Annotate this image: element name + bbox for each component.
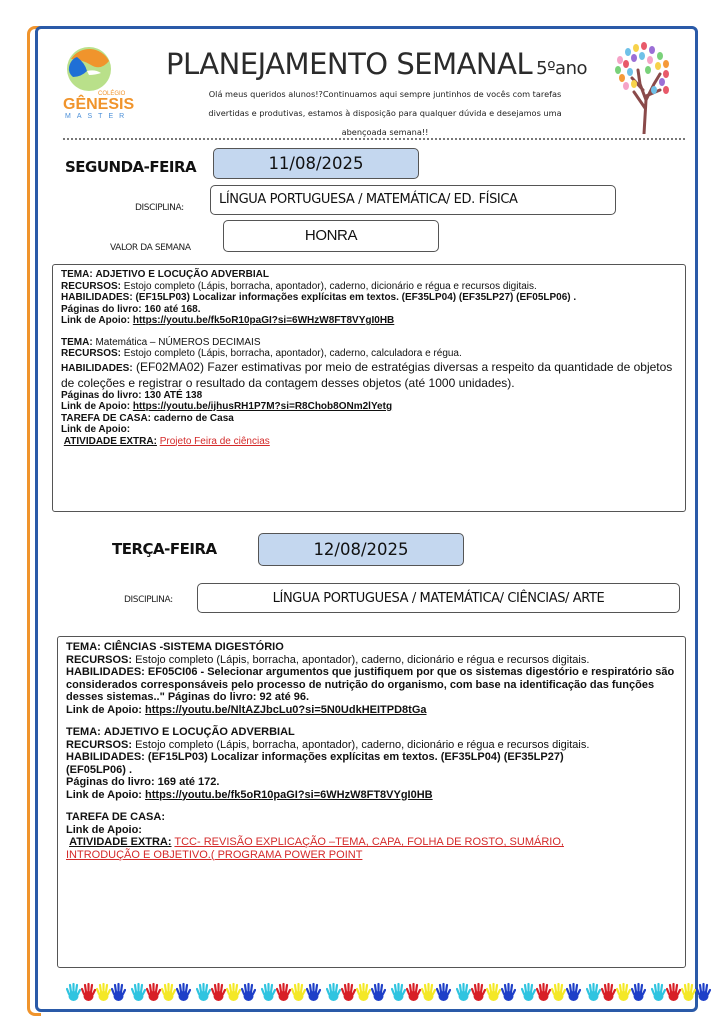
hand-icon xyxy=(196,982,211,1002)
hand-icon xyxy=(276,982,291,1002)
logo-circle-icon xyxy=(65,45,113,93)
hand-icon xyxy=(241,982,256,1002)
tarefa-line: TAREFA DE CASA: xyxy=(66,811,165,823)
hand-icon xyxy=(601,982,616,1002)
hand-icon xyxy=(421,982,436,1002)
habilidades-line: HABILIDADES: (EF02MA02) Fazer estimativas por meio de estratégias diversas a respeito da quantidade de objetos de coleções e registrar o resultado da contagem desses objetos (até 1000 unidades). xyxy=(61,359,673,390)
link-line: Link de Apoio: https://youtu.be/fk5oR10paGI?si=6WHzW8FT8VYgI0HB xyxy=(66,788,433,801)
content-box-monday xyxy=(52,264,686,512)
hand-group xyxy=(261,982,321,1004)
title-text: PLANEJAMENTO SEMANAL xyxy=(166,47,533,81)
disciplina-field-tuesday: LÍNGUA PORTUGUESA / MATEMÁTICA/ CIÊNCIAS/ ARTE xyxy=(197,583,680,613)
page-title xyxy=(166,47,587,81)
recursos-line: RECURSOS: Estojo completo (Lápis, borracha, apontador), caderno, dicionário e régua e recursos digitais. xyxy=(66,738,590,751)
hand-icon xyxy=(131,982,146,1002)
hand-group xyxy=(66,982,126,1004)
greeting-line: abençoada semana!! xyxy=(341,127,429,137)
hand-icon xyxy=(471,982,486,1002)
tema-line: TEMA: Matemática – NÚMEROS DECIMAIS xyxy=(61,336,261,348)
disciplina-label: DISCIPLINA: xyxy=(124,595,173,605)
hand-group xyxy=(131,982,191,1004)
hand-icon xyxy=(96,982,111,1002)
hand-icon xyxy=(176,982,191,1002)
grade-label: 5ºano xyxy=(536,58,588,79)
link-line: Link de Apoio: https://youtu.be/NltAZJbcLu0?si=5N0UdkHEITPD8tGa xyxy=(66,703,427,716)
day-label-monday: SEGUNDA-FEIRA xyxy=(65,158,197,176)
hand-icon xyxy=(586,982,601,1002)
tema-line: TEMA: ADJETIVO E LOCUÇÃO ADVERBIAL xyxy=(66,726,295,738)
hand-icon xyxy=(356,982,371,1002)
hand-icon xyxy=(306,982,321,1002)
logo-college-text: COLÉGIO xyxy=(98,91,126,97)
hand-icon xyxy=(161,982,176,1002)
day-label-tuesday: TERÇA-FEIRA xyxy=(112,540,217,558)
hand-icon xyxy=(226,982,241,1002)
header-divider xyxy=(63,138,685,140)
link-line: Link de Apoio: https://youtu.be/fk5oR10paGI?si=6WHzW8FT8VYgI0HB xyxy=(61,315,395,326)
hands-border-decoration xyxy=(66,982,666,1004)
habilidades-cont: (EF05LP06) . xyxy=(66,763,133,776)
date-box-tuesday: 12/08/2025 xyxy=(258,533,464,566)
greeting-message xyxy=(170,85,600,142)
extra-line: ATIVIDADE EXTRA: TCC- REVISÃO EXPLICAÇÃO –TEMA, CAPA, FOLHA DE ROSTO, SUMÁRIO, xyxy=(69,836,564,848)
hand-icon xyxy=(696,982,711,1002)
hand-icon xyxy=(261,982,276,1002)
hand-icon xyxy=(146,982,161,1002)
paginas-line: Páginas do livro: 130 ATÉ 138 xyxy=(61,389,203,401)
greeting-line: Olá meus queridos alunos!?Continuamos aqui sempre juntinhos de vocês com tarefas xyxy=(208,89,562,99)
hand-icon xyxy=(651,982,666,1002)
tema-line: TEMA: ADJETIVO E LOCUÇÃO ADVERBIAL xyxy=(61,269,269,280)
paginas-line: Páginas do livro: 160 até 168. xyxy=(61,303,201,315)
link-label: Link de Apoio: xyxy=(66,823,142,836)
hand-icon xyxy=(501,982,516,1002)
hand-icon xyxy=(521,982,536,1002)
hand-icon xyxy=(111,982,126,1002)
link-label: Link de Apoio: xyxy=(61,424,131,435)
support-link[interactable]: https://youtu.be/fk5oR10paGI?si=6WHzW8FT8VYgI0HB xyxy=(145,788,433,801)
hand-icon xyxy=(566,982,581,1002)
hand-icon xyxy=(341,982,356,1002)
hand-icon xyxy=(666,982,681,1002)
hand-icon xyxy=(406,982,421,1002)
hand-group xyxy=(651,982,711,1004)
extra-activity-cont: INTRODUÇÃO E OBJETIVO.( PROGRAMA POWER POINT xyxy=(66,848,363,861)
support-link[interactable]: https://youtu.be/ijhusRH1P7M?si=R8Chob8ONm2lYetg xyxy=(132,401,393,412)
support-link[interactable]: https://youtu.be/fk5oR10paGI?si=6WHzW8FT8VYgI0HB xyxy=(132,315,395,326)
hand-icon xyxy=(486,982,501,1002)
hand-icon xyxy=(616,982,631,1002)
hand-group xyxy=(391,982,451,1004)
hand-icon xyxy=(291,982,306,1002)
recursos-line: RECURSOS: Estojo completo (Lápis, borracha, apontador), caderno, dicionário e régua e recursos digitais. xyxy=(66,653,590,666)
hand-group xyxy=(456,982,516,1004)
hand-group xyxy=(326,982,386,1004)
school-logo xyxy=(60,45,135,125)
valor-semana-label: VALOR DA SEMANA xyxy=(110,243,191,253)
hand-group xyxy=(586,982,646,1004)
habilidades-line: HABILIDADES: (EF15LP03) Localizar informações explícitas em textos. (EF35LP04) (EF35LP27) xyxy=(66,751,564,763)
hand-group xyxy=(521,982,581,1004)
hand-group xyxy=(196,982,256,1004)
tema-line: TEMA: CIÊNCIAS -SISTEMA DIGESTÓRIO xyxy=(66,641,284,653)
link-line: Link de Apoio: https://youtu.be/ijhusRH1P7M?si=R8Chob8ONm2lYetg xyxy=(61,401,393,412)
hand-icon xyxy=(456,982,471,1002)
colorful-tree-icon xyxy=(610,40,672,134)
hand-icon xyxy=(436,982,451,1002)
support-link[interactable]: https://youtu.be/NltAZJbcLu0?si=5N0UdkHEITPD8tGa xyxy=(145,703,427,716)
extra-line-cont xyxy=(66,849,677,862)
tarefa-line: TAREFA DE CASA: caderno de Casa xyxy=(61,412,234,424)
date-box-monday: 11/08/2025 xyxy=(213,148,419,179)
recursos-line: RECURSOS: Estojo completo (Lápis, borracha, apontador), caderno, calculadora e régua. xyxy=(61,348,462,359)
extra-activity: TCC- REVISÃO EXPLICAÇÃO –TEMA, CAPA, FOLHA DE ROSTO, SUMÁRIO, xyxy=(174,836,564,848)
logo-name-text: GÊNESIS xyxy=(63,96,135,113)
habilidades-line: HABILIDADES: EF05CI06 - Selecionar argumentos que justifiquem por que os sistemas digestório e respiratório são considerados corresponsáveis pelo processo de nutrição do organismo, com base na identificação das funções desses sistemas.." Páginas do livro: 92 até 96. xyxy=(66,666,675,703)
logo-sub-text: MASTER xyxy=(65,113,131,120)
hand-icon xyxy=(631,982,646,1002)
hand-icon xyxy=(391,982,406,1002)
hand-icon xyxy=(326,982,341,1002)
recursos-line: RECURSOS: Estojo completo (Lápis, borracha, apontador), caderno, dicionário e régua e recursos digitais. xyxy=(61,280,537,292)
disciplina-label: DISCIPLINA: xyxy=(135,203,184,213)
greeting-line: divertidas e produtivas, estamos à disposição para qualquer dúvida e desejamos uma xyxy=(208,108,562,118)
hand-icon xyxy=(81,982,96,1002)
hand-icon xyxy=(211,982,226,1002)
hand-icon xyxy=(551,982,566,1002)
valor-semana-field: HONRA xyxy=(223,220,439,252)
disciplina-field-monday: LÍNGUA PORTUGUESA / MATEMÁTICA/ ED. FÍSICA xyxy=(210,185,616,215)
hand-icon xyxy=(371,982,386,1002)
habilidades-line: HABILIDADES: (EF15LP03) Localizar informações explícitas em textos. (EF35LP04) (EF35LP27) (EF05LP06) . xyxy=(61,292,577,303)
hand-icon xyxy=(536,982,551,1002)
extra-activity: Projeto Feira de ciências xyxy=(159,435,270,447)
content-box-tuesday xyxy=(57,636,686,968)
hand-icon xyxy=(66,982,81,1002)
paginas-line: Páginas do livro: 169 até 172. xyxy=(66,776,220,788)
extra-line: ATIVIDADE EXTRA: Projeto Feira de ciências xyxy=(63,435,270,447)
hand-icon xyxy=(681,982,696,1002)
